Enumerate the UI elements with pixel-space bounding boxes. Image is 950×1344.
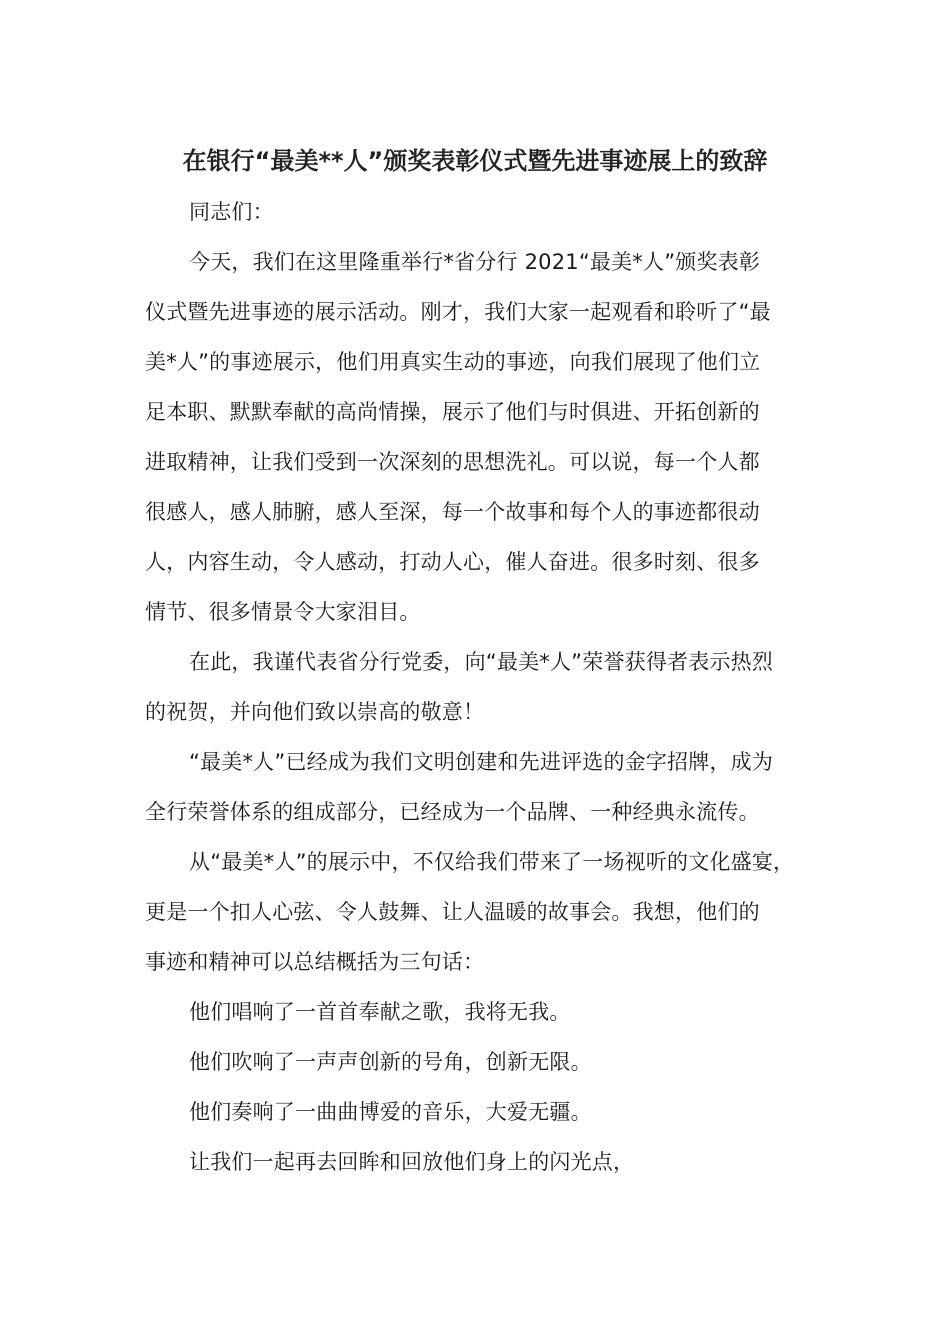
text-line: 进取精神，让我们受到一次深刻的思想洗礼。可以说，每一个人都 [145,450,760,474]
paragraph [145,1087,825,1137]
text-line: 同志们： [189,200,274,224]
text-line: 从“最美*人”的展示中，不仅给我们带来了一场视听的文化盛宴， [189,850,795,874]
text-line: 仪式暨先进事迹的展示活动。刚才，我们大家一起观看和聆听了“最 [145,300,771,324]
text-line: 今天，我们在这里隆重举行*省分行 2021“最美*人”颁奖表彰 [189,250,761,274]
text-line: “最美*人”已经成为我们文明创建和先进评选的金字招牌，成为 [189,750,774,774]
text-line: 让我们一起再去回眸和回放他们身上的闪光点， [189,1150,635,1174]
text-line: 他们吹响了一声声创新的号角，创新无限。 [189,1050,592,1074]
text-line: 更是一个扣人心弦、令人鼓舞、让人温暖的故事会。我想，他们的 [145,900,760,924]
text-line: 人，内容生动，令人感动，打动人心，催人奋进。很多时刻、很多 [145,550,760,574]
paragraph [145,187,825,237]
text-line: 情节、很多情景令大家泪目。 [145,600,421,624]
text-line: 美*人”的事迹展示，他们用真实生动的事迹，向我们展现了他们立 [145,350,761,374]
text-line: 全行荣誉体系的组成部分，已经成为一个品牌、一种经典永流传。 [145,800,760,824]
document-body [145,187,825,1187]
text-line: 他们奏响了一曲曲博爱的音乐，大爱无疆。 [189,1100,592,1124]
paragraph [145,237,825,637]
paragraph [145,837,825,987]
paragraph [145,1137,825,1187]
text-line: 他们唱响了一首首奉献之歌，我将无我。 [189,1000,571,1024]
text-line: 事迹和精神可以总结概括为三句话： [145,950,485,974]
text-line: 的祝贺，并向他们致以崇高的敬意！ [145,700,485,724]
paragraph [145,987,825,1037]
paragraph [145,737,825,837]
text-line: 足本职、默默奉献的高尚情操，展示了他们与时俱进、开拓创新的 [145,400,760,424]
text-line: 很感人，感人肺腑，感人至深，每一个故事和每个人的事迹都很动 [145,500,760,524]
paragraph [145,1037,825,1087]
document-title: 在银行“最美**人”颁奖表彰仪式暨先进事迹展上的致辞 [182,147,768,175]
text-line: 在此，我谨代表省分行党委，向“最美*人”荣誉获得者表示热烈 [189,650,774,674]
paragraph [145,637,825,737]
